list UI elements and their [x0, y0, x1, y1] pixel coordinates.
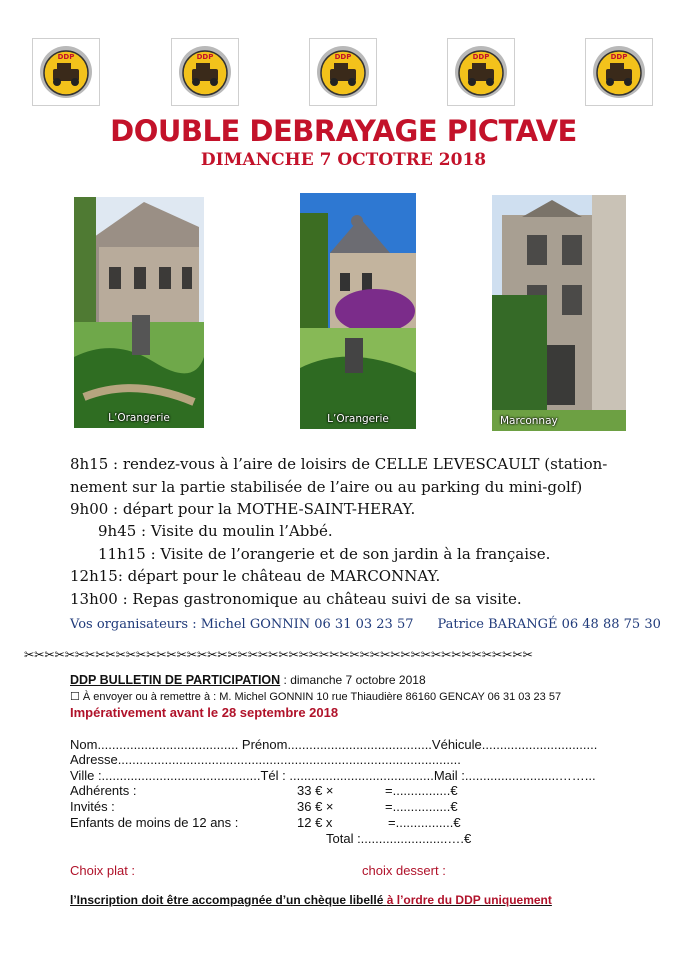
photo-caption: L’Orangerie — [108, 412, 170, 424]
cheque-notice-text: l’Inscription doit être accompagnée d’un chèque libellé — [70, 893, 387, 907]
cheque-notice — [70, 893, 552, 907]
enfants-label: Enfants de moins de 12 ans : — [70, 815, 239, 830]
organizers — [70, 617, 661, 632]
bulletin-date: : dimanche 7 octobre 2018 — [280, 673, 426, 687]
ddp-logo-icon — [585, 38, 653, 106]
scissors-cut-line: ✂✂✂✂✂✂✂✂✂✂✂✂✂✂✂✂✂✂✂✂✂✂✂✂✂✂✂✂✂✂✂✂✂✂✂✂✂✂✂✂✂✂✂✂✂✂✂✂✂✂ — [24, 647, 533, 662]
city-field-line[interactable]: Ville :............................................Tél : ........................................Mail :..........................……... — [70, 768, 596, 783]
invites-amount[interactable]: =................€ — [385, 799, 458, 814]
logo-text: DDP — [57, 53, 75, 61]
photo-caption: Marconnay — [500, 415, 558, 427]
program-line: 9h00 : départ pour la MOTHE-SAINT-HERAY. — [70, 500, 416, 518]
organizer-2: Patrice BARANGÉ 06 48 88 75 30 — [437, 617, 661, 632]
adherents-label: Adhérents : — [70, 783, 137, 798]
name-field-line[interactable]: Nom....................................... Prénom........................................Véhicule................................ — [70, 737, 598, 752]
organizer-1: Vos organisateurs : Michel GONNIN 06 31 03 23 57 — [70, 617, 414, 632]
choix-plat[interactable]: Choix plat : — [70, 863, 136, 878]
ddp-logo-icon — [32, 38, 100, 106]
adherents-price: 33 € × — [297, 783, 334, 798]
program-line: 13h00 : Repas gastronomique au château suivi de sa visite. — [70, 590, 522, 608]
address-field-line[interactable]: Adresse............................................................................................... — [70, 752, 461, 767]
ddp-logo-icon — [447, 38, 515, 106]
event-date: DIMANCHE 7 OCTOTRE 2018 — [200, 150, 487, 170]
invites-label: Invités : — [70, 799, 115, 814]
bulletin-header — [70, 673, 426, 687]
enfants-amount[interactable]: =................€ — [388, 815, 461, 830]
invites-price: 36 € × — [297, 799, 334, 814]
total-line[interactable]: Total :........................….€ — [326, 831, 472, 846]
send-to-line: ☐ À envoyer ou à remettre à : M. Michel GONNIN 10 rue Thiaudière 86160 GENCAY 06 31 03 23 57 — [70, 691, 562, 703]
enfants-price: 12 € x — [297, 815, 333, 830]
photo-orangerie-2 — [300, 193, 416, 429]
photo-orangerie-1 — [74, 197, 204, 428]
logo-text: DDP — [610, 53, 628, 61]
choix-dessert[interactable]: choix dessert : — [362, 863, 446, 878]
photo-caption: L’Orangerie — [327, 413, 389, 425]
adherents-amount[interactable]: =................€ — [385, 783, 458, 798]
ddp-logo-icon — [171, 38, 239, 106]
logo-text: DDP — [196, 53, 214, 61]
photo-marconnay — [492, 195, 626, 431]
page-title: DOUBLE DEBRAYAGE PICTAVE — [110, 114, 577, 148]
program-line: nement sur la partie stabilisée de l’aire ou au parking du mini-golf) — [70, 478, 583, 496]
cheque-order: à l’ordre du DDP uniquement — [386, 893, 552, 907]
logo-text: DDP — [334, 53, 352, 61]
deadline: Impérativement avant le 28 septembre 2018 — [70, 705, 339, 720]
program-line: 12h15: départ pour le château de MARCONNAY. — [70, 567, 441, 585]
ddp-logo-icon — [309, 38, 377, 106]
bulletin-title: DDP BULLETIN DE PARTICIPATION — [70, 673, 281, 687]
logo-row — [32, 38, 656, 108]
program-line: 8h15 : rendez-vous à l’aire de loisirs de CELLE LEVESCAULT (station- — [70, 455, 608, 473]
logo-text: DDP — [472, 53, 490, 61]
program-line: 11h15 : Visite de l’orangerie et de son jardin à la française. — [98, 545, 551, 563]
program-line: 9h45 : Visite du moulin l’Abbé. — [98, 522, 333, 540]
